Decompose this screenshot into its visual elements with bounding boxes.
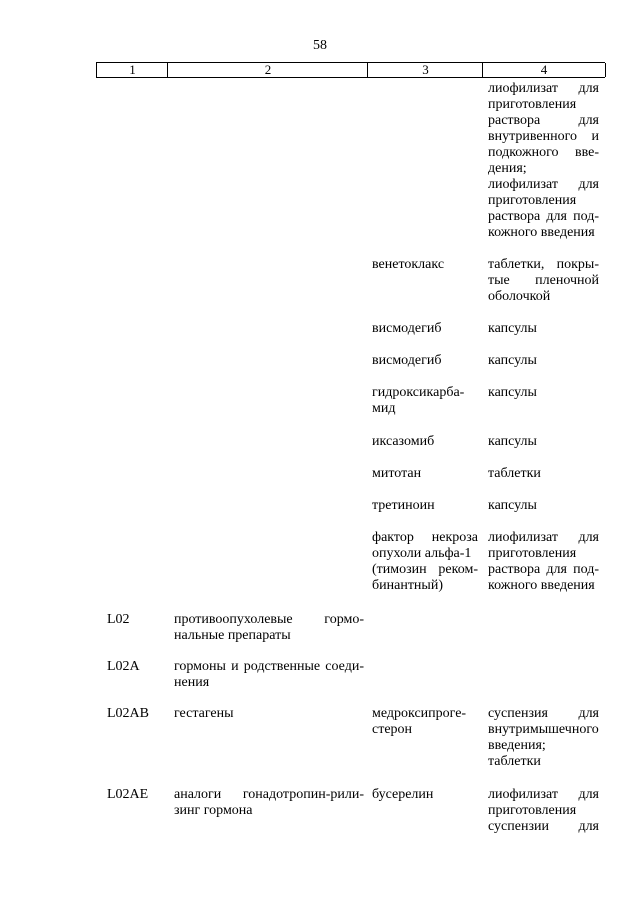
cell-text-line: кожного введения xyxy=(488,225,595,240)
column-header-1: 1 xyxy=(96,63,168,77)
cell-text-line: лиофилизат для xyxy=(488,177,599,192)
group-name-cell xyxy=(174,787,364,819)
cell-text-line: нальные препараты xyxy=(174,628,291,643)
cell-text-line: зинг гормона xyxy=(174,803,253,818)
cell-text-line: бинантный) xyxy=(372,578,443,593)
cell-text-line: гормоны и родственные соеди- xyxy=(174,659,364,674)
cell-text-line: висмодегиб xyxy=(372,353,442,368)
cell-text-line: противоопухолевые гормо- xyxy=(174,612,364,627)
cell-text-line: висмодегиб xyxy=(372,321,442,336)
cell-text-line: кожного введения xyxy=(488,578,595,593)
cell-text-line: раствора для под- xyxy=(488,562,599,577)
cell-text-line: раствора для под- xyxy=(488,209,599,224)
cell-text-line: приготовления xyxy=(488,97,577,112)
cell-text-line: капсулы xyxy=(488,434,537,449)
cell-text-line: нения xyxy=(174,675,210,690)
atc-code-cell: L02 xyxy=(107,612,130,627)
dosage-form-cell xyxy=(488,530,599,594)
cell-text-line: введения; xyxy=(488,738,546,753)
cell-text-line: третиноин xyxy=(372,498,435,513)
cell-text-line: лиофилизат для xyxy=(488,81,599,96)
atc-code-cell: L02A xyxy=(107,659,140,674)
dosage-form-cell xyxy=(488,81,599,241)
drug-name-cell xyxy=(372,498,478,514)
cell-text-line: гидроксикарба- xyxy=(372,385,465,400)
cell-text-line: капсулы xyxy=(488,353,537,368)
cell-text-line: капсулы xyxy=(488,385,537,400)
cell-text-line: капсулы xyxy=(488,498,537,513)
cell-text-line: митотан xyxy=(372,466,422,481)
cell-text-line: внутривенного и xyxy=(488,129,599,144)
cell-text-line: таблетки xyxy=(488,754,541,769)
cell-text-line: таблетки, покры- xyxy=(488,257,599,272)
cell-text-line: бусерелин xyxy=(372,787,434,802)
cell-text-line: дения; xyxy=(488,161,527,176)
group-name-cell xyxy=(174,706,364,722)
group-name-cell xyxy=(174,612,364,644)
cell-text-line: внутримышечного xyxy=(488,722,599,737)
dosage-form-cell xyxy=(488,498,599,514)
cell-text-line: подкожного вве- xyxy=(488,145,599,160)
cell-text-line: (тимозин реком- xyxy=(372,562,478,577)
cell-text-line: приготовления xyxy=(488,193,577,208)
column-header-2: 2 xyxy=(167,63,368,77)
cell-text-line: лиофилизат для xyxy=(488,530,599,545)
dosage-form-cell xyxy=(488,466,599,482)
column-header-4: 4 xyxy=(482,63,606,77)
cell-text-line: иксазомиб xyxy=(372,434,435,449)
cell-text-line: таблетки xyxy=(488,466,541,481)
page-number: 58 xyxy=(313,38,327,53)
cell-text-line: оболочкой xyxy=(488,289,551,304)
cell-text-line: лиофилизат для xyxy=(488,787,599,802)
drug-name-cell xyxy=(372,530,478,594)
drug-name-cell xyxy=(372,385,478,417)
drug-name-cell xyxy=(372,787,478,803)
table-header xyxy=(96,62,605,78)
drug-name-cell xyxy=(372,353,478,369)
column-header-3: 3 xyxy=(367,63,483,77)
drug-name-cell xyxy=(372,706,478,738)
atc-code-cell: L02AB xyxy=(107,706,149,721)
drug-name-cell xyxy=(372,466,478,482)
cell-text-line: капсулы xyxy=(488,321,537,336)
drug-name-cell xyxy=(372,434,478,450)
cell-text-line: аналоги гонадотропин-рили- xyxy=(174,787,364,802)
cell-text-line: мид xyxy=(372,401,396,416)
cell-text-line: приготовления xyxy=(488,803,577,818)
drug-name-cell xyxy=(372,321,478,337)
group-name-cell xyxy=(174,659,364,691)
cell-text-line: раствора для xyxy=(488,113,599,128)
dosage-form-cell xyxy=(488,257,599,305)
cell-text-line: медроксипроге- xyxy=(372,706,467,721)
cell-text-line: стерон xyxy=(372,722,413,737)
cell-text-line: приготовления xyxy=(488,546,577,561)
dosage-form-cell xyxy=(488,787,599,835)
cell-text-line: тые пленочной xyxy=(488,273,599,288)
dosage-form-cell xyxy=(488,706,599,770)
atc-code-cell: L02AE xyxy=(107,787,149,802)
cell-text-line: опухоли альфа-1 xyxy=(372,546,472,561)
cell-text-line: суспензия для xyxy=(488,706,599,721)
cell-text-line: фактор некроза xyxy=(372,530,478,545)
dosage-form-cell xyxy=(488,434,599,450)
cell-text-line: гестагены xyxy=(174,706,234,721)
cell-text-line: суспензии для xyxy=(488,819,599,834)
dosage-form-cell xyxy=(488,321,599,337)
cell-text-line: венетоклакс xyxy=(372,257,445,272)
dosage-form-cell xyxy=(488,353,599,369)
dosage-form-cell xyxy=(488,385,599,401)
drug-name-cell xyxy=(372,257,478,273)
